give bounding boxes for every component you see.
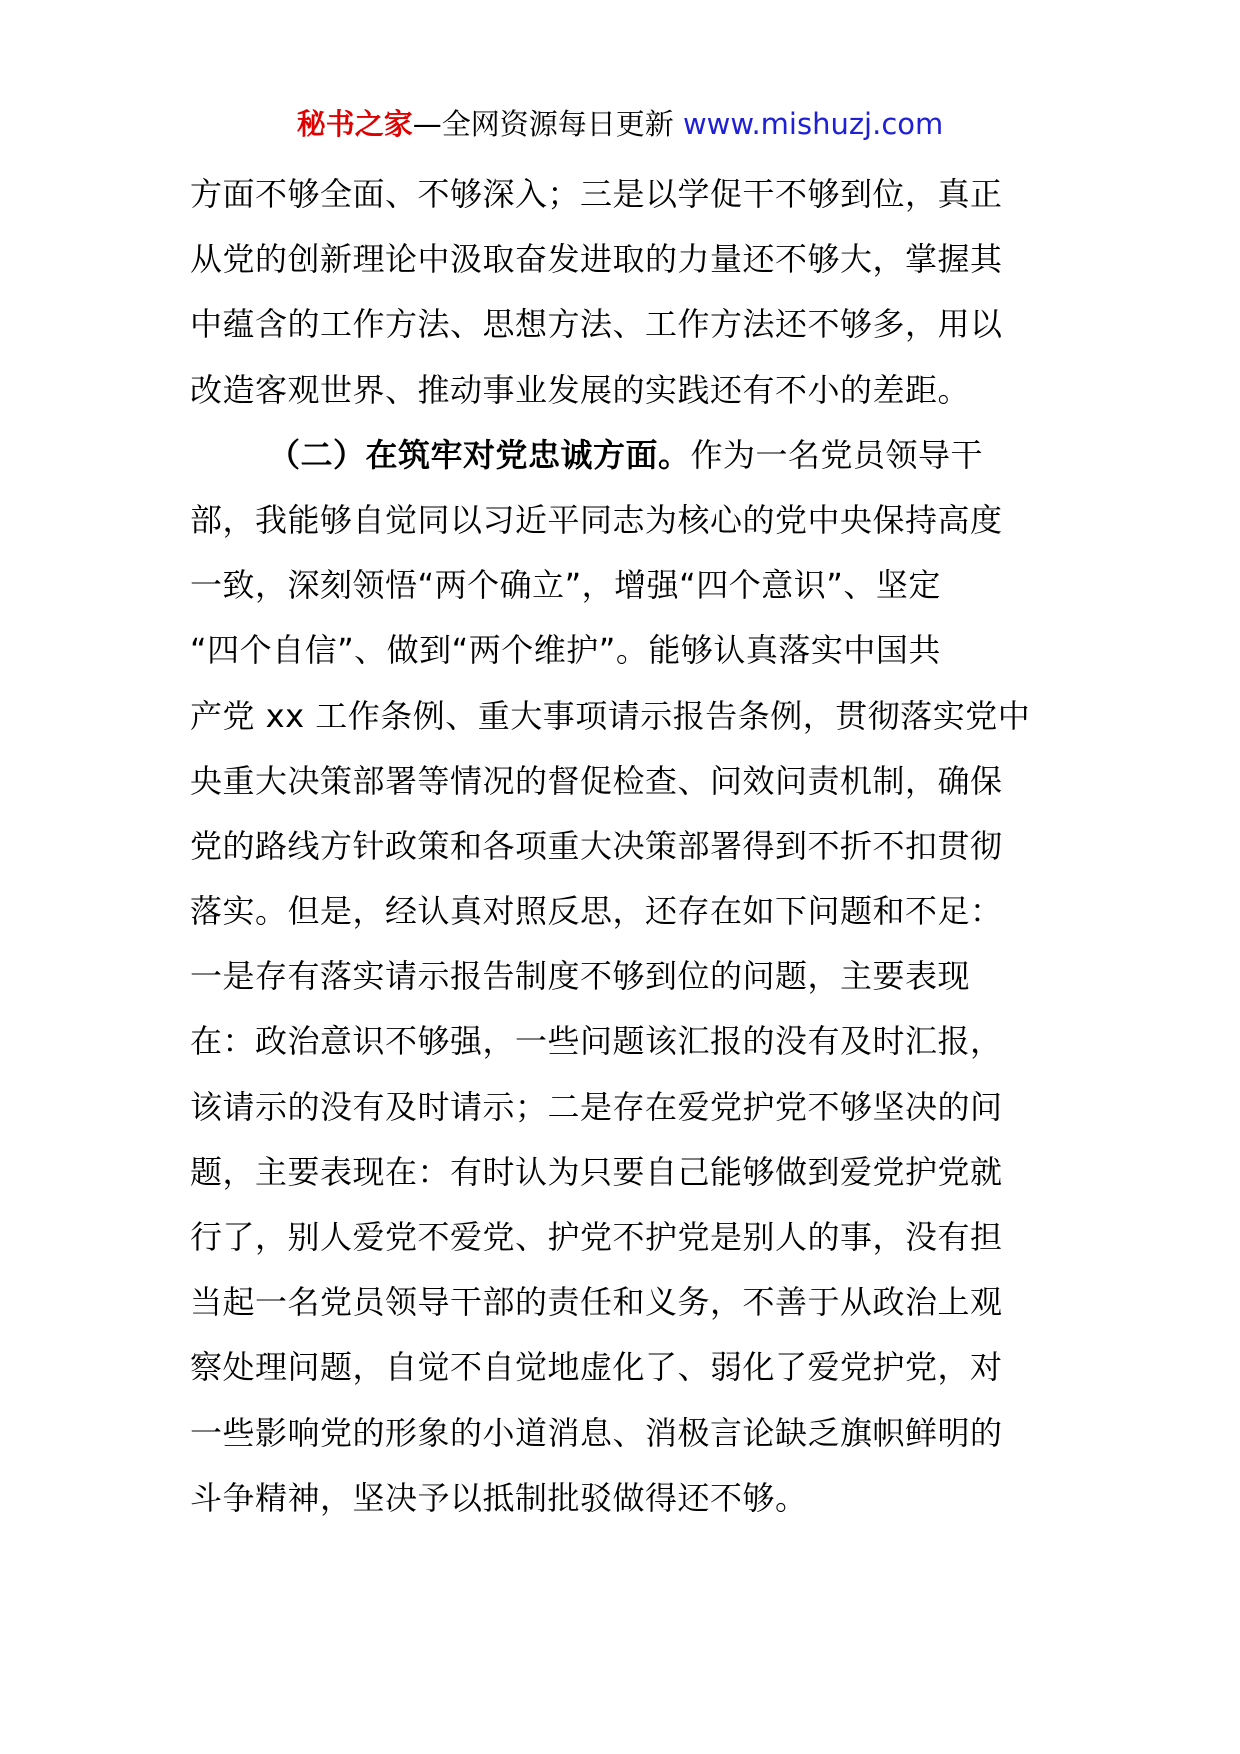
header-slogan: —全网资源每日更新 (412, 107, 683, 141)
header-brand: 秘书之家 (296, 107, 413, 141)
text-line: 该请示的没有及时请示；二是存在爱党护党不够坚决的问 (190, 1087, 1003, 1126)
text-line: 一致，深刻领悟“两个确立”，增强“四个意识”、坚定 (190, 566, 941, 605)
text-line: 当起一名党员领导干部的责任和义务，不善于从政治上观 (190, 1283, 1003, 1322)
text-line: 行了，别人爱党不爱党、护党不护党是别人的事，没有担 (190, 1218, 1003, 1256)
text-line: 察处理问题，自觉不自觉地虚化了、弱化了爱党护党，对 (190, 1348, 1003, 1387)
header-site-link[interactable]: www.mishuzj.com (682, 107, 944, 141)
text-line: “四个自信”、做到“两个维护”。能够认真落实中国共 (190, 631, 941, 670)
paragraph-2 (190, 423, 1052, 1531)
paragraph-1 (190, 162, 1052, 423)
text-line: 落实。但是，经认真对照反思，还存在如下问题和不足： (190, 892, 1003, 931)
section-first-line-text: 作为一名党员领导干 (690, 435, 984, 474)
document-body (190, 162, 1052, 1531)
text-line: 在：政治意识不够强，一些问题该汇报的没有及时汇报， (190, 1022, 1003, 1061)
text-line: 中蕴含的工作方法、思想方法、工作方法还不够多，用以 (190, 305, 1003, 344)
text-line: 部，我能够自觉同以习近平同志为核心的党中央保持高度 (190, 500, 1003, 539)
text-line: 方面不够全面、不够深入；三是以学促干不够到位，真正 (190, 175, 1003, 213)
section-heading: （二）在筑牢对党忠诚方面。 (268, 435, 691, 474)
text-line: 题，主要表现在：有时认为只要自己能够做到爱党护党就 (190, 1152, 1003, 1191)
text-line: 一些影响党的形象的小道消息、消极言论缺乏旗帜鲜明的 (190, 1413, 1003, 1452)
text-line: 一是存有落实请示报告制度不够到位的问题，主要表现 (190, 957, 971, 996)
text-line: 从党的创新理论中汲取奋发进取的力量还不够大，掌握其 (190, 240, 1003, 279)
text-line: 产党 xx 工作条例、重大事项请示报告条例，贯彻落实党中 (190, 696, 1031, 735)
text-line: 央重大决策部署等情况的督促检查、问效问责机制，确保 (190, 761, 1003, 800)
page-header (0, 100, 1240, 148)
section-first-line (190, 423, 1052, 488)
text-line: 斗争精神，坚决予以抵制批驳做得还不够。 (190, 1478, 808, 1517)
text-line: 党的路线方针政策和各项重大决策部署得到不折不扣贯彻 (190, 826, 1003, 865)
text-line: 改造客观世界、推动事业发展的实践还有不小的差距。 (190, 370, 971, 409)
